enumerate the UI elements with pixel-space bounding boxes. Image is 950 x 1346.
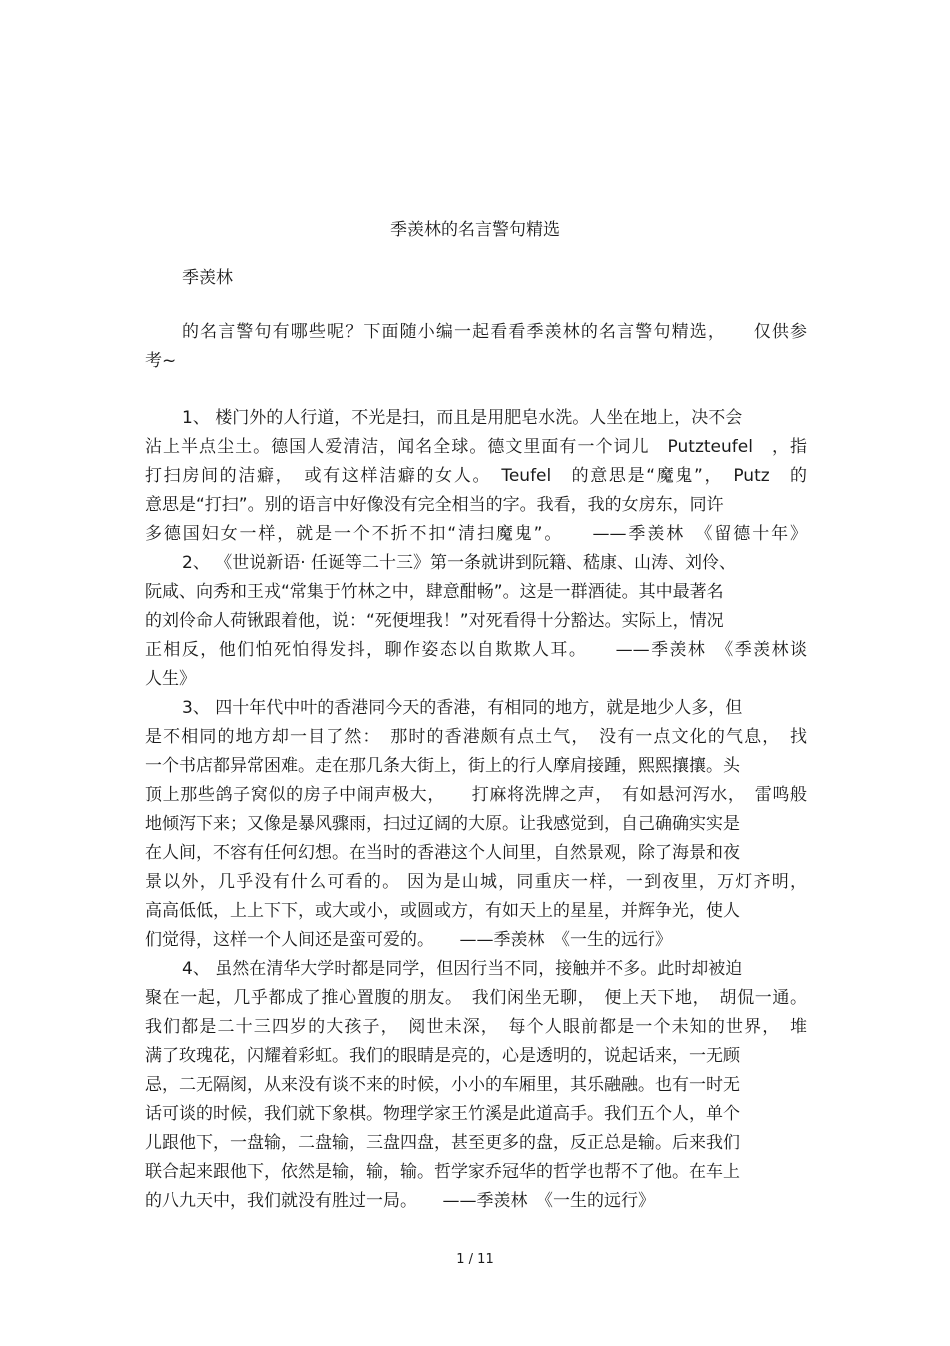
quote-4-line: 的八九天中，我们就没有胜过一局。 ——季羡林 《一生的远行》	[145, 1191, 655, 1211]
quote-4-line: 满了玫瑰花，闪耀着彩虹。我们的眼睛是亮的，心是透明的，说起话来，一无顾	[145, 1046, 740, 1066]
intro-paragraph	[145, 318, 807, 376]
quote-3-line: 们觉得，这样一个人间还是蛮可爱的。 ——季羡林 《一生的远行》	[145, 930, 672, 950]
intro-line: 的名言警句有哪些呢？下面随小编一起看看季羡林的名言警句精选， 仅供参	[182, 322, 807, 342]
quote-3-line: 地倾泻下来；又像是暴风骤雨，扫过辽阔的大原。让我感觉到，自己确确实实是	[145, 814, 740, 834]
quote-3-line: 景以外，几乎没有什么可看的。 因为是山城，同重庆一样，一到夜里，万灯齐明，	[145, 872, 807, 892]
quote-3-line: 在人间，不容有任何幻想。在当时的香港这个人间里，自然景观，除了海景和夜	[145, 843, 740, 863]
quote-4-line: 忌，二无隔阂，从来没有谈不来的时候，小小的车厢里，其乐融融。也有一时无	[145, 1075, 740, 1095]
document-title: 季羡林的名言警句精选	[390, 220, 560, 240]
quote-2-line: 2、 《世说新语· 任诞等二十三》第一条就讲到阮籍、嵇康、山涛、刘伶、	[182, 553, 737, 573]
quote-3-line: 顶上那些鸽子窝似的房子中闹声极大， 打麻将洗牌之声， 有如悬河泻水， 雷鸣般	[145, 785, 807, 805]
document-author: 季羡林	[182, 268, 233, 288]
quote-2-line: 正相反，他们怕死怕得发抖，聊作姿态以自欺欺人耳。 ——季羡林 《季羡林谈	[145, 640, 807, 660]
quote-3-line: 是不相同的地方却一目了然： 那时的香港颇有点土气， 没有一点文化的气息， 找	[145, 727, 807, 747]
quote-4-line: 我们都是二十三四岁的大孩子， 阅世未深， 每个人眼前都是一个未知的世界， 堆	[145, 1017, 807, 1037]
quote-2-line: 人生》	[145, 669, 196, 689]
quote-1-line: 沾上半点尘土。德国人爱清洁，闻名全球。德文里面有一个词儿 Putzteufel ，指	[145, 437, 807, 457]
quote-3-line: 高高低低，上上下下，或大或小，或圆或方，有如天上的星星，并辉争光，使人	[145, 901, 740, 921]
quote-4-line: 联合起来跟他下，依然是输，输，输。哲学家乔冠华的哲学也帮不了他。在车上	[145, 1162, 740, 1182]
quote-1-line: 1、 楼门外的人行道，不光是扫，而且是用肥皂水洗。人坐在地上，决不会	[182, 408, 743, 428]
quote-1-line: 打扫房间的洁癖， 或有这样洁癖的女人。 Teufel 的意思是“魔鬼”， Putz 的	[145, 466, 807, 486]
quote-2-line: 的刘伶命人荷锹跟着他，说：“死便埋我！”对死看得十分豁达。实际上，情况	[145, 611, 724, 631]
quotes-body	[145, 404, 807, 1216]
quote-1-line: 多德国妇女一样，就是一个不折不扣“清扫魔鬼”。 ——季羡林 《留德十年》	[145, 524, 807, 544]
quote-2-line: 阮咸、向秀和王戎“常集于竹林之中，肆意酣畅”。这是一群酒徒。其中最著名	[145, 582, 724, 602]
quote-1-line: 意思是“打扫”。别的语言中好像没有完全相当的字。我看，我的女房东，同许	[145, 495, 724, 515]
quote-3-line: 3、 四十年代中叶的香港同今天的香港，有相同的地方，就是地少人多，但	[182, 698, 743, 718]
intro-line: 考~	[145, 351, 177, 371]
quote-3-line: 一个书店都异常困难。走在那几条大街上，街上的行人摩肩接踵，熙熙攘攘。头	[145, 756, 740, 776]
quote-4-line: 4、 虽然在清华大学时都是同学，但因行当不同，接触并不多。此时却被迫	[182, 959, 743, 979]
page-number: 1 / 11	[456, 1252, 494, 1267]
quote-4-line: 话可谈的时候，我们就下象棋。物理学家王竹溪是此道高手。我们五个人，单个	[145, 1104, 740, 1124]
quote-4-line: 聚在一起，几乎都成了推心置腹的朋友。 我们闲坐无聊， 便上天下地， 胡侃一通。	[145, 988, 807, 1008]
quote-4-line: 儿跟他下，一盘输，二盘输，三盘四盘，甚至更多的盘，反正总是输。后来我们	[145, 1133, 740, 1153]
